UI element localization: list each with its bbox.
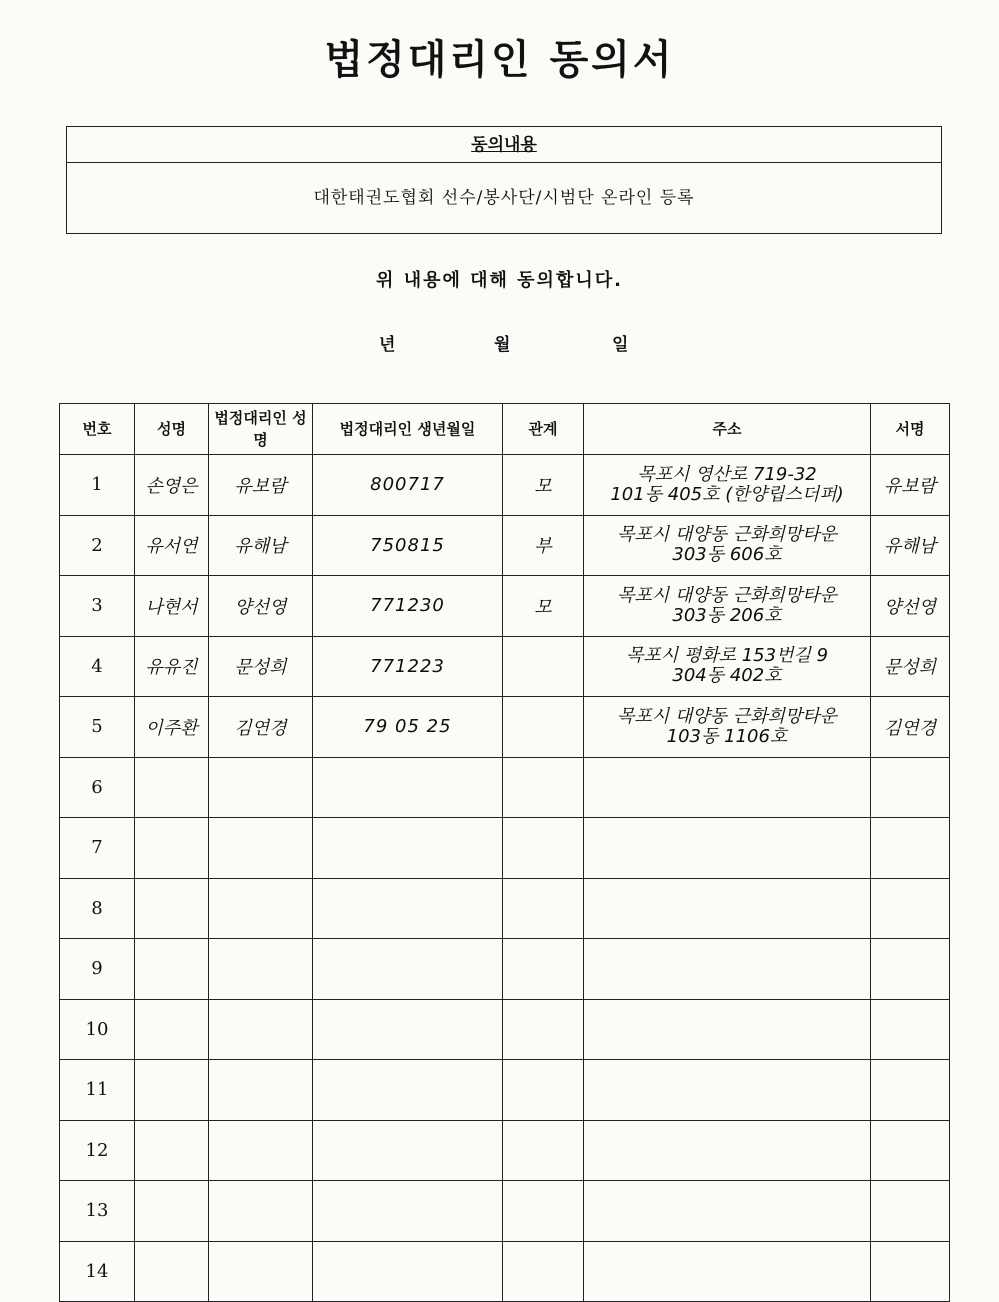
row-number-cell	[60, 576, 135, 637]
signature: 양선영	[883, 596, 937, 618]
relation-cell	[503, 1120, 584, 1181]
signature-cell	[871, 697, 950, 758]
guardian-dob-cell	[313, 515, 503, 576]
row-number-cell	[60, 697, 135, 758]
student-name: 손영은	[145, 475, 198, 497]
document-title: 법정대리인 동의서	[324, 37, 675, 83]
relation-cell	[503, 576, 584, 637]
student-name: 유유진	[145, 657, 198, 679]
address-cell	[584, 878, 871, 939]
relation-cell	[503, 697, 584, 758]
row-number-cell	[60, 515, 135, 576]
signature: 김연경	[883, 717, 937, 739]
guardian-dob: 771223	[370, 655, 445, 677]
row-number-cell	[60, 757, 135, 818]
signature-cell	[871, 455, 950, 516]
guardian-dob-cell	[313, 1241, 503, 1302]
relation-cell	[503, 515, 584, 576]
student-name-cell	[135, 757, 209, 818]
guardian-name: 유보람	[234, 475, 287, 497]
row-number: 9	[91, 958, 103, 980]
student-name-cell	[135, 1181, 209, 1242]
address-cell	[584, 636, 871, 697]
signature: 유해남	[883, 536, 937, 558]
row-number: 10	[85, 1018, 109, 1040]
relation-cell	[503, 636, 584, 697]
table-row	[60, 1060, 950, 1121]
guardian-name: 문성희	[234, 657, 287, 679]
row-number: 14	[85, 1260, 109, 1282]
signature-cell	[871, 1181, 950, 1242]
signature-cell	[871, 515, 950, 576]
guardian-name-cell	[209, 636, 313, 697]
table-row	[60, 1241, 950, 1302]
address-line1: 목포시 평화로 153번길 9	[625, 646, 829, 667]
guardian-dob-cell	[313, 697, 503, 758]
signature-cell	[871, 999, 950, 1060]
guardian-dob: 771230	[370, 595, 445, 617]
header-guardian-name: 법정대리인 성명	[209, 404, 313, 455]
row-number: 2	[91, 534, 103, 556]
student-name: 유서연	[145, 536, 198, 558]
header-address: 주소	[584, 404, 871, 455]
student-name-cell	[135, 576, 209, 637]
guardian-name-cell	[209, 1060, 313, 1121]
address-line1: 목포시 대양동 근화희망타운	[616, 706, 838, 727]
relation: 모	[534, 475, 552, 497]
row-number: 4	[91, 655, 103, 677]
date-month-label: 월	[494, 335, 511, 355]
guardian-dob-cell	[313, 757, 503, 818]
row-number-cell	[60, 1120, 135, 1181]
row-number: 3	[91, 595, 103, 617]
guardian-name-cell	[209, 1241, 313, 1302]
address-line2: 303동 606호	[672, 545, 782, 566]
signature: 유보람	[883, 475, 937, 497]
guardian-dob-cell	[313, 1181, 503, 1242]
header-guardian-dob: 법정대리인 생년월일	[313, 404, 503, 455]
table-row	[60, 757, 950, 818]
guardian-dob-cell	[313, 1120, 503, 1181]
student-name: 나현서	[145, 596, 198, 618]
signature-cell	[871, 939, 950, 1000]
guardian-dob-cell	[313, 636, 503, 697]
table-row	[60, 576, 950, 637]
guardian-name-cell	[209, 576, 313, 637]
relation-cell	[503, 455, 584, 516]
row-number-cell	[60, 939, 135, 1000]
date-year-label: 년	[379, 335, 396, 355]
table-row	[60, 515, 950, 576]
relation-cell	[503, 999, 584, 1060]
consent-content: 대한태권도협회 선수/봉사단/시범단 온라인 등록	[313, 188, 695, 208]
relation-cell	[503, 939, 584, 1000]
consent-box	[66, 126, 942, 234]
table-row	[60, 939, 950, 1000]
student-name-cell	[135, 697, 209, 758]
relation-cell	[503, 818, 584, 879]
row-number: 6	[91, 776, 103, 798]
guardian-dob-cell	[313, 455, 503, 516]
address-line1: 목포시 영산로 719-32	[637, 464, 817, 485]
student-name-cell	[135, 1060, 209, 1121]
address-cell	[584, 1241, 871, 1302]
table-row	[60, 1120, 950, 1181]
row-number-cell	[60, 1181, 135, 1242]
guardian-name-cell	[209, 697, 313, 758]
signature-cell	[871, 636, 950, 697]
table-row	[60, 878, 950, 939]
address-line2: 101동 405호 (한양립스더퍼)	[610, 484, 844, 505]
guardian-dob-cell	[313, 576, 503, 637]
agreement-statement: 위 내용에 대해 동의합니다.	[376, 270, 623, 291]
guardian-name-cell	[209, 878, 313, 939]
relation-cell	[503, 1241, 584, 1302]
signature-cell	[871, 1060, 950, 1121]
guardian-dob: 750815	[370, 534, 445, 556]
row-number: 12	[85, 1139, 109, 1161]
student-name-cell	[135, 878, 209, 939]
guardian-dob-cell	[313, 1060, 503, 1121]
relation: 모	[534, 596, 552, 618]
header-signature: 서명	[871, 404, 950, 455]
guardian-name-cell	[209, 757, 313, 818]
table-header-row	[60, 404, 950, 455]
student-name-cell	[135, 939, 209, 1000]
guardian-name: 양선영	[234, 596, 287, 618]
address-cell	[584, 1181, 871, 1242]
row-number-cell	[60, 999, 135, 1060]
header-name: 성명	[135, 404, 209, 455]
row-number-cell	[60, 818, 135, 879]
guardian-dob-cell	[313, 818, 503, 879]
relation: 부	[534, 536, 552, 558]
guardian-name-cell	[209, 515, 313, 576]
table-row	[60, 818, 950, 879]
row-number: 8	[91, 897, 103, 919]
table-row	[60, 999, 950, 1060]
row-number: 7	[91, 837, 103, 859]
signature-cell	[871, 757, 950, 818]
header-no: 번호	[60, 404, 135, 455]
table-row	[60, 455, 950, 516]
student-name: 이주환	[145, 717, 198, 739]
relation-cell	[503, 757, 584, 818]
guardian-dob-cell	[313, 999, 503, 1060]
table-row	[60, 697, 950, 758]
row-number: 1	[91, 474, 103, 496]
relation-cell	[503, 1060, 584, 1121]
guardian-dob: 800717	[370, 474, 445, 496]
address-line1: 목포시 대양동 근화희망타운	[616, 585, 838, 606]
address-line2: 303동 206호	[672, 605, 782, 626]
signature-cell	[871, 1241, 950, 1302]
student-name-cell	[135, 455, 209, 516]
row-number-cell	[60, 1241, 135, 1302]
student-name-cell	[135, 818, 209, 879]
address-line2: 304동 402호	[672, 666, 782, 687]
signature-cell	[871, 1120, 950, 1181]
guardian-dob-cell	[313, 878, 503, 939]
consent-heading-cell	[67, 127, 941, 163]
guardian-name-cell	[209, 455, 313, 516]
student-name-cell	[135, 636, 209, 697]
table-row	[60, 1181, 950, 1242]
header-relation: 관계	[503, 404, 584, 455]
address-cell	[584, 818, 871, 879]
address-line2: 103동 1106호	[666, 726, 788, 747]
row-number: 11	[85, 1079, 109, 1101]
address-cell	[584, 1060, 871, 1121]
address-cell	[584, 1120, 871, 1181]
student-name-cell	[135, 1120, 209, 1181]
address-line1: 목포시 대양동 근화희망타운	[616, 525, 838, 546]
student-name-cell	[135, 999, 209, 1060]
address-cell	[584, 697, 871, 758]
address-cell	[584, 515, 871, 576]
address-cell	[584, 939, 871, 1000]
guardian-name-cell	[209, 818, 313, 879]
row-number-cell	[60, 1060, 135, 1121]
signature: 문성희	[883, 657, 937, 679]
signature-cell	[871, 818, 950, 879]
guardian-dob: 79 05 25	[363, 716, 452, 738]
guardian-name-cell	[209, 1120, 313, 1181]
row-number-cell	[60, 878, 135, 939]
guardian-name: 유해남	[234, 536, 287, 558]
row-number-cell	[60, 455, 135, 516]
signature-cell	[871, 878, 950, 939]
guardian-roster-table	[59, 403, 950, 1302]
relation-cell	[503, 878, 584, 939]
student-name-cell	[135, 515, 209, 576]
address-cell	[584, 757, 871, 818]
relation-cell	[503, 1181, 584, 1242]
guardian-name-cell	[209, 999, 313, 1060]
guardian-name-cell	[209, 1181, 313, 1242]
row-number-cell	[60, 636, 135, 697]
guardian-name: 김연경	[234, 717, 287, 739]
signature-cell	[871, 576, 950, 637]
row-number: 13	[85, 1200, 109, 1222]
student-name-cell	[135, 1241, 209, 1302]
date-day-label: 일	[612, 335, 629, 355]
address-cell	[584, 999, 871, 1060]
table-body	[60, 455, 950, 1302]
guardian-name-cell	[209, 939, 313, 1000]
consent-heading: 동의내용	[471, 135, 537, 155]
row-number: 5	[91, 716, 103, 738]
guardian-dob-cell	[313, 939, 503, 1000]
address-cell	[584, 576, 871, 637]
address-cell	[584, 455, 871, 516]
table-row	[60, 636, 950, 697]
